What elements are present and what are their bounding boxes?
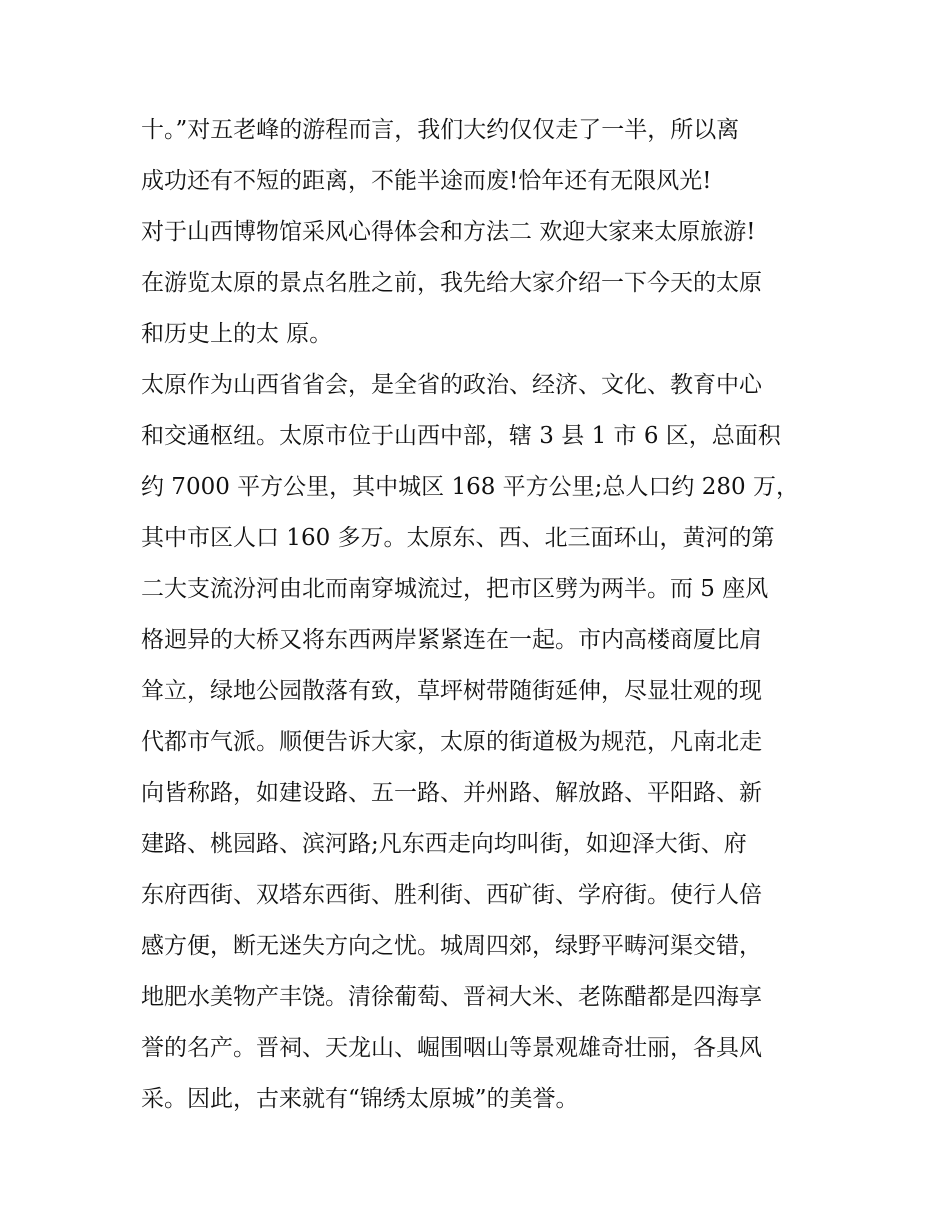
text-line: 代都市气派。顺便告诉大家，太原的街道极为规范，凡南北走 [141, 729, 762, 755]
text-line: 建路、桃园路、滨河路;凡东西走向均叫街，如迎泽大街、府 [141, 831, 747, 857]
text-line: 地肥水美物产丰饶。清徐葡萄、晋祠大米、老陈醋都是四海享 [141, 984, 762, 1010]
text-line: 耸立，绿地公园散落有致，草坪树带随街延伸，尽显壮观的现 [141, 678, 762, 704]
text-line: 采。因此，古来就有“锦绣太原城”的美誉。 [141, 1086, 579, 1112]
text-line: 东府西街、双塔东西街、胜利街、西矿街、学府街。使行人倍 [141, 882, 762, 908]
text-line: 二大支流汾河由北而南穿城流过，把市区劈为两半。而 5 座风 [141, 576, 769, 602]
text-line: 感方便，断无迷失方向之忧。城周四郊，绿野平畴河渠交错， [141, 933, 762, 959]
text-line: 十。”对五老峰的游程而言，我们大约仅仅走了一半，所以离 [141, 117, 740, 143]
text-line: 约 7000 平方公里，其中城区 168 平方公里;总人口约 280 万， [141, 474, 799, 500]
text-line: 格迥异的大桥又将东西两岸紧紧连在一起。市内高楼商厦比肩 [141, 627, 762, 653]
text-line: 向皆称路，如建设路、五一路、并州路、解放路、平阳路、新 [141, 780, 762, 806]
text-line: 誉的名产。晋祠、天龙山、崛围咽山等景观雄奇壮丽，各具风 [141, 1035, 762, 1061]
text-line: 其中市区人口 160 多万。太原东、西、北三面环山，黄河的第 [141, 525, 775, 551]
text-line: 和历史上的太 原。 [141, 321, 333, 347]
text-line: 和交通枢纽。太原市位于山西中部，辖 3 县 1 市 6 区，总面积 [141, 423, 781, 449]
text-line: 成功还有不短的距离，不能半途而废!恰年还有无限风光! [141, 168, 712, 194]
body-text [141, 105, 821, 1125]
text-line: 太原作为山西省省会，是全省的政治、经济、文化、教育中心 [141, 372, 762, 398]
text-line: 在游览太原的景点名胜之前，我先给大家介绍一下今天的太原 [141, 270, 762, 296]
text-line: 对于山西博物馆采风心得体会和方法二 欢迎大家来太原旅游! [141, 219, 756, 245]
